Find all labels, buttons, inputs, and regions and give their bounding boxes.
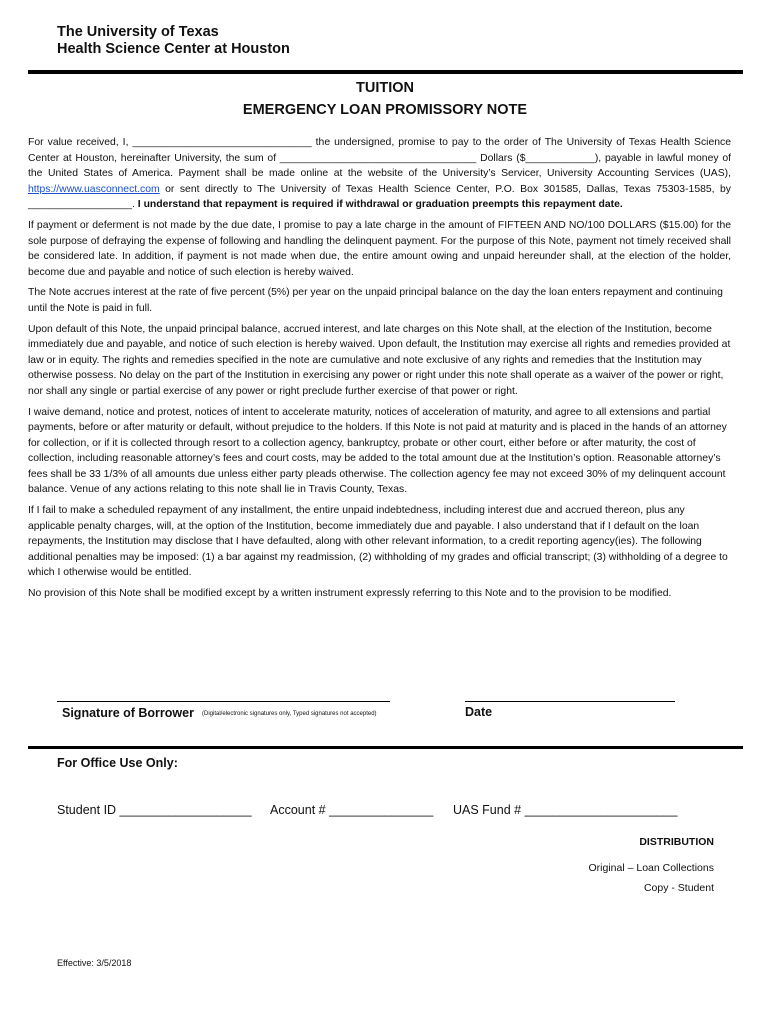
- borrower-signature-line[interactable]: [57, 701, 390, 702]
- distribution-copy: Copy - Student: [643, 882, 714, 894]
- institution-subname: Health Science Center at Houston: [57, 41, 290, 57]
- effective-date: Effective: 3/5/2018: [57, 958, 132, 968]
- document-title: TUITION: [356, 80, 414, 96]
- institution-header: [57, 24, 290, 58]
- uas-website-link[interactable]: https://www.uasconnect.com: [28, 183, 160, 195]
- office-use-title: For Office Use Only:: [57, 756, 178, 770]
- note-body: [28, 135, 731, 607]
- distribution-original: Original – Loan Collections: [588, 862, 714, 874]
- student-id-field[interactable]: Student ID ___________________: [57, 803, 252, 817]
- institution-name: The University of Texas: [57, 24, 219, 40]
- date-label: Date: [465, 705, 493, 719]
- paragraph-penalties: If I fail to make a scheduled repayment of any installment, the entire unpaid indebtedness, including interest due and accrued thereon, plus any applicable penalty charges, will, at the option of the Institution, become immediately due and payable. I also understand that if I default on the loan repayments, the Institution may disclose that I have defaulted, along with other relevant information, to a credit reporting agency(ies). The following additional penalties may be imposed: (1) a bar against my readmission, (2) withholding of my grades and official transcript; (3) withholding of a degree to which I otherwise would be entitled.: [28, 505, 728, 579]
- signature-note: (Digital/electronic signatures only, Typed signatures not accepted): [202, 711, 377, 717]
- paragraph-default: Upon default of this Note, the unpaid principal balance, accrued interest, and late charges on this Note shall, at the election of the Institution, become immediately due and payable, and notice of such election is hereby waived. Upon default, the Institution may exercise all rights and remedies provided at law or in equity. The rights and remedies specified in the note are cumulative and note exclusive of any rights and remedies that the Institution may otherwise possess. No delay on the part of the Institution in exercising any power or right under this note shall operate as a waiver of the power or right, nor shall any single or partial exercise of any power or right preclude further exercise of that power or right.: [28, 323, 731, 397]
- paragraph-value-received: [28, 135, 731, 213]
- office-fields: [57, 803, 678, 817]
- office-divider: [28, 746, 743, 749]
- repayment-requirement-text: I understand that repayment is required if withdrawal or graduation preempts this repayment date.: [134, 199, 623, 211]
- paragraph-interest: The Note accrues interest at the rate of five percent (5%) per year on the unpaid principal balance on the day the loan enters repayment and continuing until the Note is paid in full.: [28, 287, 723, 314]
- distribution-title: DISTRIBUTION: [639, 836, 714, 848]
- header-divider: [28, 70, 743, 74]
- paragraph-text: or sent directly to The University of Texas Health Science Center, P.O. Box 301585, Dallas, Texas 75303-1585, by __________________.: [28, 183, 731, 211]
- date-line[interactable]: [465, 701, 675, 702]
- paragraph-text: For value received, I, _______________________________ the undersigned, promise to pay to the order of The University of Texas Health Science Center at Houston, hereinafter University, the sum of __________________________________ Dollars ($____________), payable in lawful money of the United States of America. Payment shall be made online at the website of the University’s Servicer, University Accounting Services (UAS),: [28, 137, 731, 180]
- paragraph-waiver: I waive demand, notice and protest, notices of intent to accelerate maturity, notices of acceleration of maturity, and agree to all extensions and partial payments, before or after maturity or default, without prejudice to the holders. If this Note is not paid at maturity and is placed in the hands of an attorney for collection, or if it is collected through resort to a collection agency, bankruptcy, probate or other court, either before or after maturity, the cost of collection, including reasonable attorney’s fees and court costs, may be added to the total amount due at the Institution’s option. Reasonable attorney’s fees shall be 33 1/3% of all amounts due unless either party pleads otherwise. The collection agency fee may not exceed 30% of my delinquent account balance. Venue of any actions relating to this note shall lie in Travis County, Texas.: [28, 406, 727, 496]
- paragraph-late-charge: If payment or deferment is not made by the due date, I promise to pay a late charge in the amount of FIFTEEN AND NO/100 DOLLARS ($15.00) for the sole purpose of defraying the expense of following and handling the delinquent payment. For the purpose of this Note, payment not timely received shall be considered late. In addition, if payment is not made when due, the entire amount owing and unpaid hereunder shall, at the election of the holder, become due and payable and notice of such election is hereby waived.: [28, 219, 731, 278]
- account-number-field[interactable]: Account # _______________: [270, 803, 434, 817]
- document-subtitle: EMERGENCY LOAN PROMISSORY NOTE: [242, 102, 528, 118]
- uas-fund-field[interactable]: UAS Fund # ______________________: [453, 803, 678, 817]
- borrower-signature-label: Signature of Borrower: [62, 706, 194, 720]
- paragraph-modification: No provision of this Note shall be modified except by a written instrument expressly referring to this Note and to the provision to be modified.: [28, 588, 672, 600]
